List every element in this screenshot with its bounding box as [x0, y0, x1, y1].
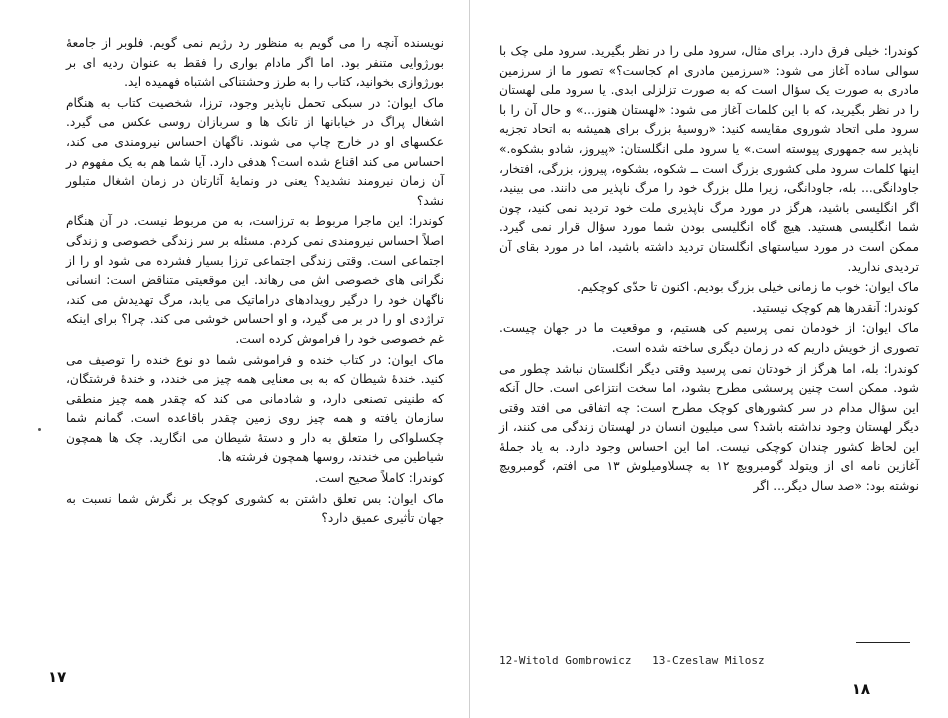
- left-page-text: [66, 34, 444, 530]
- paragraph: کوندرا: آنقدرها هم کوچک نیستید.: [752, 300, 919, 315]
- paragraph: ماک ایوان: از خودمان نمی پرسیم کی هستیم، و موقعیت ما در جهان چیست. تصوری از خویش داریم که در زمان دیگری ساخته شده است.: [499, 321, 919, 355]
- paragraph: ماک ایوان: بس تعلق داشتن به کشوری کوچک بر نگرش شما نسبت به جهان تأثیری عمیق دارد؟: [66, 491, 444, 526]
- page-number: ۱۷: [48, 668, 67, 686]
- margin-dot: [38, 428, 41, 431]
- page-number: ۱۸: [851, 680, 870, 698]
- paragraph: کوندرا: کاملاً صحیح است.: [314, 471, 444, 486]
- right-page-text: [499, 42, 919, 498]
- paragraph: ماک ایوان: در سبکی تحمل ناپذیر وجود، ترزا، شخصیت کتاب به هنگام اشغال پراگ در خیابانها از تانک ها و سربازان روسی عکس می گیرد. عکسهای او در خارج چاپ می شوند. ناگهان احساس نیرومندی می کند، احساس می کند اقناع شده است؟ هدفی دارد. آیا شما هم به یک مفهوم در آن زمان نیرومند نشدید؟ یعنی در ونمایهٔ آثارتان در زمان اشغال متبلور نشد؟: [66, 95, 444, 208]
- paragraph: ماک ایوان: در کتاب خنده و فراموشی شما دو نوع خنده را توصیف می کنید. خندهٔ شیطان که به بی معنایی همه چیز می خندد، و خندهٔ فرشتگان، که طنینی تصنعی دارد، و شادمانی می کند که چقدر همه چیز منطقی سازمان یافته و همه چیز روی زمین چقدر باقاعده است. گمانم شما چکسلواکی را متعلق به دار و دستهٔ شیطان می انگارید. چک ها همچون شیاطین می خندند، روسها همچون فرشته ها.: [66, 352, 444, 465]
- paragraph: کوندرا: خیلی فرق دارد. برای مثال، سرود ملی را در نظر بگیرید. سرود ملی چک با سوالی ساده آغاز می شود: «سرزمین مادری ام کجاست؟» تصور ما از سرزمین مادری به صورت یک سؤال است که به صورت تزلزلی ابدی. یا سرود ملی لهستان را در نظر بگیرید، که با این کلمات آغاز می شود: «لهستان هنوز...» و حال آن را با سرود ملی اتحاد شوروی مقایسه کنید: «روسیهٔ بزرگ برای همیشه به اتحاد تجزیه ناپذیر سه جمهوری پیوسته است.» یا سرود ملی انگلستان: «پیروز، شادو بشکوه.» اینها کلمات سرود ملی کشوری بزرگ است ــ شکوه، بشکوه، پیروز، بزرگی، افتخار، جاودانگی... بله، جاودانگی، زیرا ملل بزرگ خود را مرگ ناپذیر می دانند. می بینید، اگر انگلیسی باشید، هرگز در مورد مرگ ناپذیری ملت خود تردید نمی کنید، چون شما انگلیسی هستید. هیچ گاه انگلیسی بودن شما مورد سؤال قرار نمی گیرد. ممکن است در مورد سیاستهای انگلستان تردید داشته باشید، اما در مورد بقای آن تردیدی ندارید.: [499, 44, 919, 274]
- paragraph: کوندرا: این ماجرا مربوط به ترزاست، به من مربوط نیست. در آن هنگام اصلاً احساس نیرومندی نمی کردم. مسئله بر سر زندگی خصوصی و زندگی اجتماعی است. وقتی زندگی اجتماعی ترزا بسیار فشرده می شود او را از نگرانی های خصوصی اش می رهاند. این موقعیتی متناقض است: انسانی ناگهان خود را درگیر رویدادهای دراماتیک می یابد، مرگ تهدیدش می کند، تراژدی او را در بر می گیرد، و او احساس خوشی می کند. چرا؟ برای اینکه غم خصوصی خود را فراموش کرده است.: [66, 214, 444, 346]
- right-page: [471, 0, 948, 718]
- paragraph: ماک ایوان: خوب ما زمانی خیلی بزرگ بودیم. اکنون تا حدّی کوچکیم.: [576, 280, 919, 295]
- paragraph: کوندرا: بله، اما هرگز از خودتان نمی پرسید وقتی دیگر انگلستان نباشد چطور می شود. ممکن است چنین پرسشی مطرح بشود، اما سخت انتزاعی است. حال آنکه این سؤال مدام در سر کشورهای کوچک مطرح است: چه اتفاقی می افتد وقتی دیگر لهستان وجود نداشته باشد؟ سی میلیون انسان در لهستان زندگی می کنند، از این لحاظ کشور چندان کوچکی نیست. اما این احساس وجود دارد. به یاد جملهٔ آغازین نامه ای از ویتولد گومبرویچ ۱۲ به چسلاومیلوش ۱۳ می افتم، گومبرویچ نوشته بود: «صد سال دیگر... اگر: [499, 361, 919, 494]
- footnote: 12-Witold Gombrowicz: [499, 654, 632, 667]
- footnotes: [499, 654, 779, 667]
- left-page: [0, 0, 470, 718]
- footnote: 13-Czeslaw Milosz: [652, 654, 765, 667]
- paragraph: نویسنده آنچه را می گویم به منظور رد رژیم نمی گویم. فلوبر از جامعهٔ بورژوایی متنفر بود. اما اگر مادام بواری را فقط به عنوان ردیه ای بر بورژوازی بخوانید، کتاب را به طرز وحشتناکی اشتباه فهمیده اید.: [66, 36, 444, 90]
- footnote-rule: [856, 642, 910, 643]
